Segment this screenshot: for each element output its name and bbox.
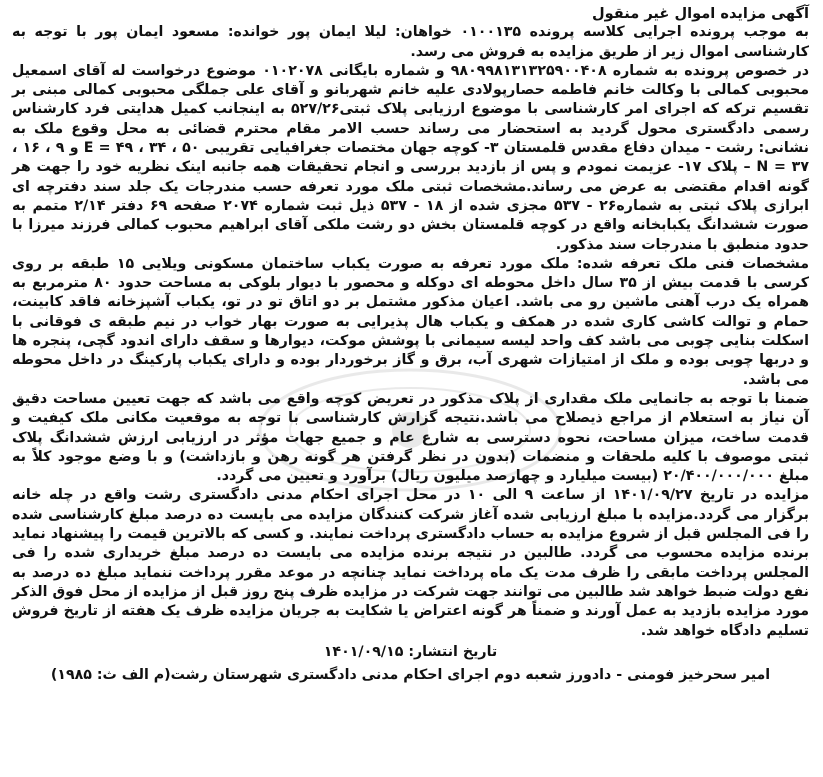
valuation-paragraph: ضمنا با توجه به جانمایی ملک مقداری از پلاک مذکور در تعریض کوچه واقع می باشد که جهت تعیین مساحت دقیق آن نیاز به استعلام از مراجع ذیصلاح می باشد.نتیجه گزارش کارشناسی با توجه به موقعیت مکانی ملک کیفیت و قدمت ساخت، میزان مساحت، نحوه دسترسی به شارع عام و جمیع جهات مؤثر در ارزیابی ارزش ششدانگ پلاک ثبتی موصوف با کلیه ملحقات و منضمات (بدون در نظر گرفتن هر گونه رهن و بازداشت) و با وضع موجود کلاً به مبلغ ۲۰/۴۰۰/۰۰۰/۰۰۰ (بیست میلیارد و چهارصد میلیون ریال) برآورد و تعیین می گردد. (12, 390, 809, 485)
technical-specs-paragraph: مشخصات فنی ملک تعرفه شده: ملک مورد تعرفه به صورت یکباب ساختمان مسکونی ویلایی ۱۵ طبقه بر روی کرسی با قدمت بیش از ۳۵ سال داخل محوطه ای دوکله و محصور با دیوار بلوکی به مساحت حدود ۸۰ مترمربع به همراه یک درب آهنی ماشین رو می باشد. اعیان مذکور مشتمل بر دو اتاق تو در تو، یکباب آشپزخانه فاقد کابینت، حمام و توالت کاشی کاری شده در همکف و یکباب هال پذیرایی به صورت بهار خواب در نیم طبقه ی فوقانی با اسکلت بنایی چوبی می باشد کف واحد لیسه سیمانی با پوشش موکت، دیوارها و سقف دارای اندود گچی، پنجره ها و دربها چوبی بوده و ملک از امتیازات شهری آب، برق و گاز برخوردار بوده و دارای یکباب پارکینگ در داخل محوطه می باشد. (12, 255, 809, 388)
publish-date: تاریخ انتشار: ۱۴۰۱/۰۹/۱۵ (323, 643, 498, 660)
signature-line: امیر سحرخیز فومنی - دادورز شعبه دوم اجرای احکام مدنی دادگستری شهرستان رشت(م الف ث: ۱۹۸۵) (50, 667, 771, 684)
notice-title: آگهی مزایده اموال غیر منقول (591, 5, 809, 22)
intro-paragraph: به موجب پرونده اجرایی کلاسه پرونده ۰۱۰۰۱۳۵ خواهان: لیلا ایمان پور خوانده: مسعود ایمان پور با توجه به کارشناسی اموال زیر از طریق مزایده به فروش می رسد. (12, 24, 809, 60)
case-paragraph: در خصوص پرونده به شماره ۹۸۰۹۹۸۱۳۱۳۲۵۹۰۰۴۰۸ و شماره بایگانی ۰۱۰۲۰۷۸ موضوع درخواست له آقای اسمعیل محبوبی کمالی با وکالت خانم فاطمه حصارپولادی علیه خانم شهربانو و آقای علی جملگی محبوبی کمالی مبنی بر تقسیم ترکه که اجرای امر کارشناسی با موضوع ارزیابی پلاک ثبتی۵۲۷/۲۶ به اینجانب کمیل هدایتی فرد کارشناس رسمی دادگستری محول گردید به استحضار می رساند حسب الامر مقام محترم قضائی به محل وقوع ملک به نشانی: رشت - میدان دفاع مقدس قلمستان ۳- کوچه جهان مختصات جغرافیایی تقریبی ۵۰ ، ۳۴ ، ۴۹ = E و ۹ ، ۱۶ ، ۳۷ = N – پلاک ۱۷- عزیمت نمودم و پس از بازدید بررسی و انجام تحقیقات همه جانبه اینک نظریه خود را جهت هر گونه اقدام مقتضی به عرض می رساند.مشخصات ثبتی ملک مورد تعرفه حسب مندرجات یک جلد سند دفترچه ای ابرازی پلاک ثبتی به شماره۲۶ - ۵۳۷ مجزی شده از ۱۸ - ۵۳۷ ذیل ثبت شماره ۲۰۷۴ صفحه ۶۹ دفتر ۲/۱۴ متمم به صورت ششدانگ یکبابخانه واقع در کوچه قلمستان بخش دو رشت ملکی آقای ابراهیم محبوب کمالی فرزند میرزا با حدود منطبق با مندرجات سند مذکور. (12, 62, 810, 253)
auction-terms-paragraph: مزایده در تاریخ ۱۴۰۱/۰۹/۲۷ از ساعت ۹ الی ۱۰ در محل اجرای احکام مدنی دادگستری رشت واقع در چله خانه برگزار می گردد.مزایده با مبلغ ارزیابی شده آغاز شرکت کنندگان مزایده می بایست ده درصد مبلغ کارشناسی شده را فی المجلس قبل از شروع مزایده به حساب دادگستری پرداخت نمایند. و کسی که بالاترین قیمت را پیشنهاد نماید برنده مزایده محسوب می گردد. طالبین در نتیجه برنده مزایده می بایست ده درصد مبلغ خریداری شده را فی المجلس پرداخت مابقی را ظرف مدت یک ماه پرداخت نماید چنانچه در موعد مقرر پرداخت ننماید مبلغ ده درصد به نفع دولت ضبط خواهد شد طالبین می توانند جهت شرکت در مزایده ظرف پنج روز قبل از مزایده از محل فوق الذکر مورد مزایده بازدید به عمل آورند و ضمناً هر گونه اعتراض یا شکایت به جریان مزایده ظرف یک هفته از تاریخ فروش تسلیم دادگاه خواهد شد. (12, 487, 809, 639)
